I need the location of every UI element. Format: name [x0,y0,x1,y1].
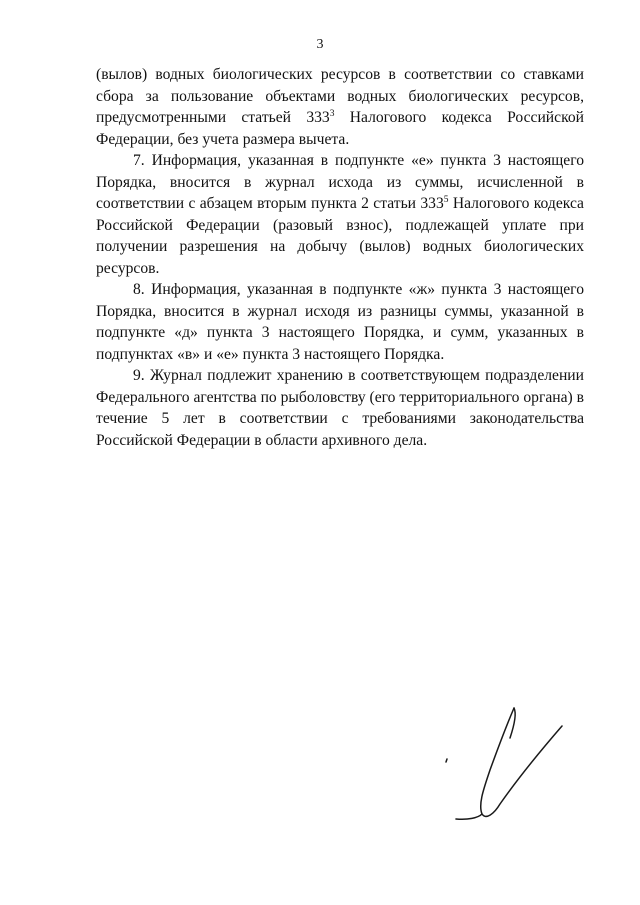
page-number: 3 [316,37,324,52]
signature-main-stroke [481,708,562,816]
paragraph-9: 9. Журнал подлежит хранению в соответствующем подразделении Федерального агентства по рыболовству (его территориального органа) в течение 5 лет в соответствии с требованиями законодательства Российской Федерации в области архивного дела. [96,367,584,449]
paragraph-7 [96,150,584,279]
paragraph-7-text-a: 7. Информация, указанная в подпункте «е» пункта 3 настоящего Порядка, вносится в журнал исхода из суммы, исчисленной в соответствии с абзацем вторым пункта 2 статьи 333 [96,152,584,212]
document-body [96,64,584,451]
article-superscript: 5 [443,194,449,205]
signature-tail [456,814,482,819]
paragraph-continuation-text-a: (вылов) водных биологических ресурсов в соответствии со ставками сбора за пользование объектами водных биологических ресурсов, предусмотренными статьей 333 [96,66,584,126]
paragraph-7-text-b: Налогового кодекса Российской Федерации (разовый взнос), подлежащей уплате при получении разрешения на добычу (вылов) водных биологических ресурсов. [96,195,584,277]
paragraph-continuation-text-b: Налогового кодекса Российской Федерации, без учета размера вычета. [96,109,584,148]
signature-dot [446,759,447,762]
paragraph-8: 8. Информация, указанная в подпункте «ж» пункта 3 настоящего Порядка, вносится в журнал исходя из разницы суммы, указанной в подпункте «д» пункта 3 настоящего Порядка, и сумм, указанных в подпунктах «в» и «е» пункта 3 настоящего Порядка. [96,281,584,363]
article-superscript: 3 [329,108,335,119]
handwritten-signature-icon [438,700,588,830]
paragraph-continuation [96,64,584,150]
